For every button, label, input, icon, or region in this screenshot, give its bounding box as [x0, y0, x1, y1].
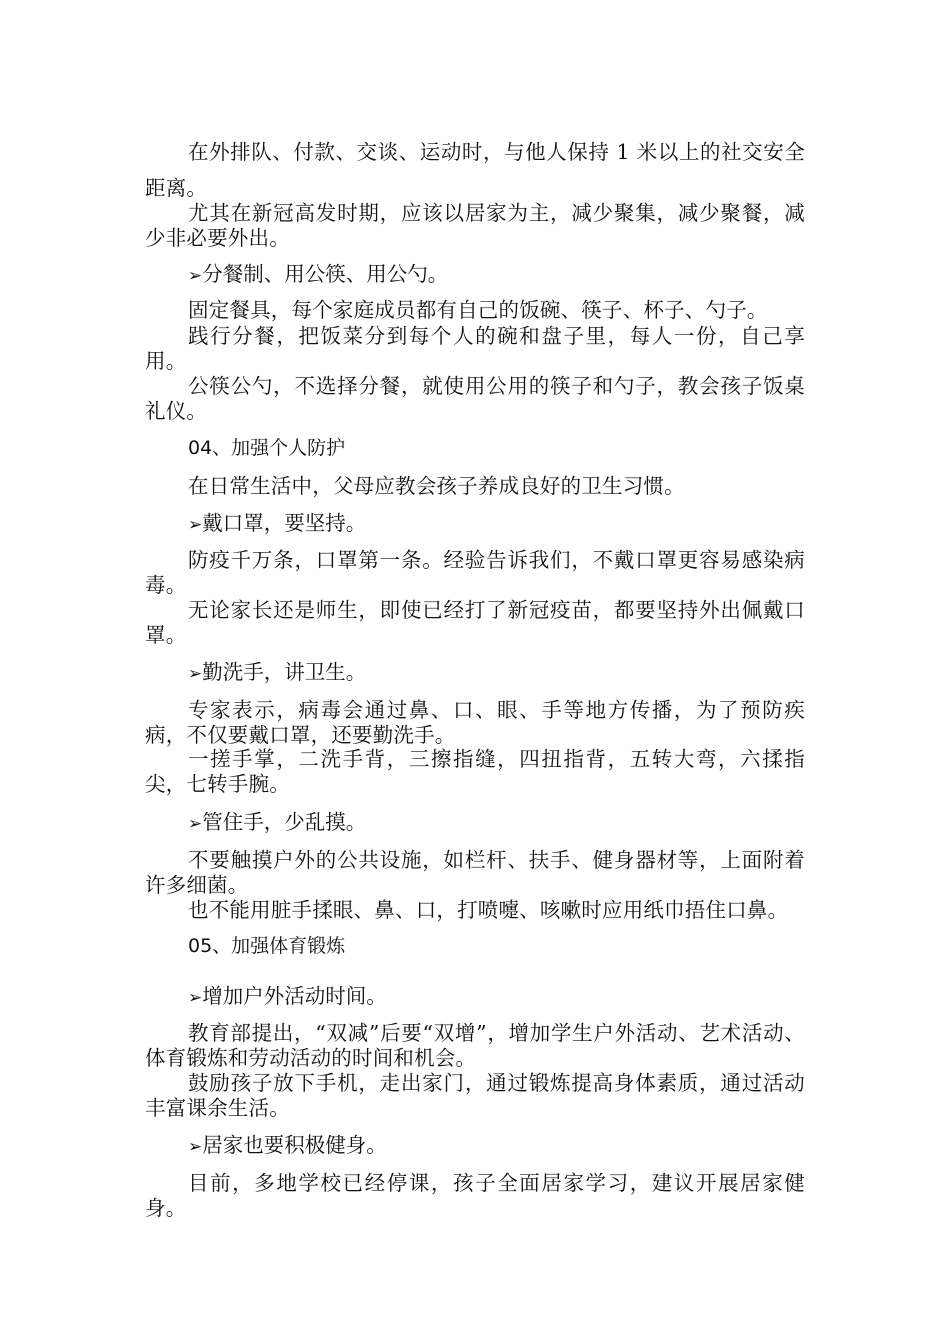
paragraph-home-study: 目前，多地学校已经停课，孩子全面居家学习，建议开展居家健身。: [145, 1171, 805, 1220]
paragraph-hygiene-habits: 在日常生活中，父母应教会孩子养成良好的卫生习惯。: [188, 474, 685, 498]
bullet-wash-hands: [188, 660, 366, 687]
arrow-bullet-icon: ➢: [188, 988, 203, 1008]
paragraph-social-distance: 在外排队、付款、交谈、运动时，与他人保持 1 米以上的社交安全距离。: [145, 140, 805, 200]
arrow-bullet-icon: ➢: [188, 1137, 203, 1157]
bullet-outdoor-activity: [188, 984, 387, 1011]
arrow-bullet-icon: ➢: [188, 266, 203, 286]
bullet-home-fitness: [188, 1133, 387, 1160]
paragraph-separate-meals: 践行分餐，把饭菜分到每个人的碗和盘子里，每人一份，自己享用。: [145, 324, 805, 373]
section-heading-05: 05、加强体育锻炼: [188, 935, 346, 957]
bullet-text: 居家也要积极健身。: [202, 1133, 387, 1157]
paragraph-double-reduction: 教育部提出，“双减”后要“双增”，增加学生户外活动、艺术活动、体育锻炼和劳动活动的时间和机会。: [145, 1021, 805, 1070]
paragraph-virus-transmission: 专家表示，病毒会通过鼻、口、眼、手等地方传播，为了预防疾病，不仅要戴口罩，还要勤洗手。: [145, 698, 805, 747]
paragraph-fixed-tableware: 固定餐具，每个家庭成员都有自己的饭碗、筷子、杯子、勺子。: [188, 298, 768, 322]
paragraph-mask-after-vaccine: 无论家长还是师生，即使已经打了新冠疫苗，都要坚持外出佩戴口罩。: [145, 598, 805, 647]
bullet-text: 戴口罩，要坚持。: [202, 511, 367, 535]
paragraph-mask-first: 防疫千万条，口罩第一条。经验告诉我们，不戴口罩更容易感染病毒。: [145, 548, 805, 597]
paragraph-put-down-phone: 鼓励孩子放下手机，走出家门，通过锻炼提高身体素质，通过活动丰富课余生活。: [145, 1071, 805, 1120]
bullet-hands-off: [188, 810, 366, 837]
paragraph-handwashing-steps: 一搓手掌，二洗手背，三擦指缝，四扭指背，五转大弯，六揉指尖，七转手腕。: [145, 747, 805, 796]
bullet-text: 增加户外活动时间。: [202, 984, 387, 1008]
paragraph-public-chopsticks: 公筷公勺，不选择分餐，就使用公用的筷子和勺子，教会孩子饭桌礼仪。: [145, 374, 805, 423]
bullet-shared-meals: [188, 262, 448, 289]
paragraph-public-facilities: 不要触摸户外的公共设施，如栏杆、扶手、健身器材等，上面附着许多细菌。: [145, 848, 805, 897]
bullet-text: 管住手，少乱摸。: [202, 810, 367, 834]
arrow-bullet-icon: ➢: [188, 515, 203, 535]
bullet-text: 分餐制、用公筷、用公勺。: [202, 262, 449, 286]
bullet-text: 勤洗手，讲卫生。: [202, 660, 367, 684]
paragraph-cover-cough: 也不能用脏手揉眼、鼻、口，打喷嚏、咳嗽时应用纸巾捂住口鼻。: [188, 898, 789, 922]
paragraph-stay-home: 尤其在新冠高发时期，应该以居家为主，减少聚集，减少聚餐，减少非必要外出。: [145, 201, 805, 250]
arrow-bullet-icon: ➢: [188, 814, 203, 834]
bullet-wear-mask: [188, 511, 366, 538]
section-heading-04: 04、加强个人防护: [188, 437, 346, 459]
arrow-bullet-icon: ➢: [188, 664, 203, 684]
